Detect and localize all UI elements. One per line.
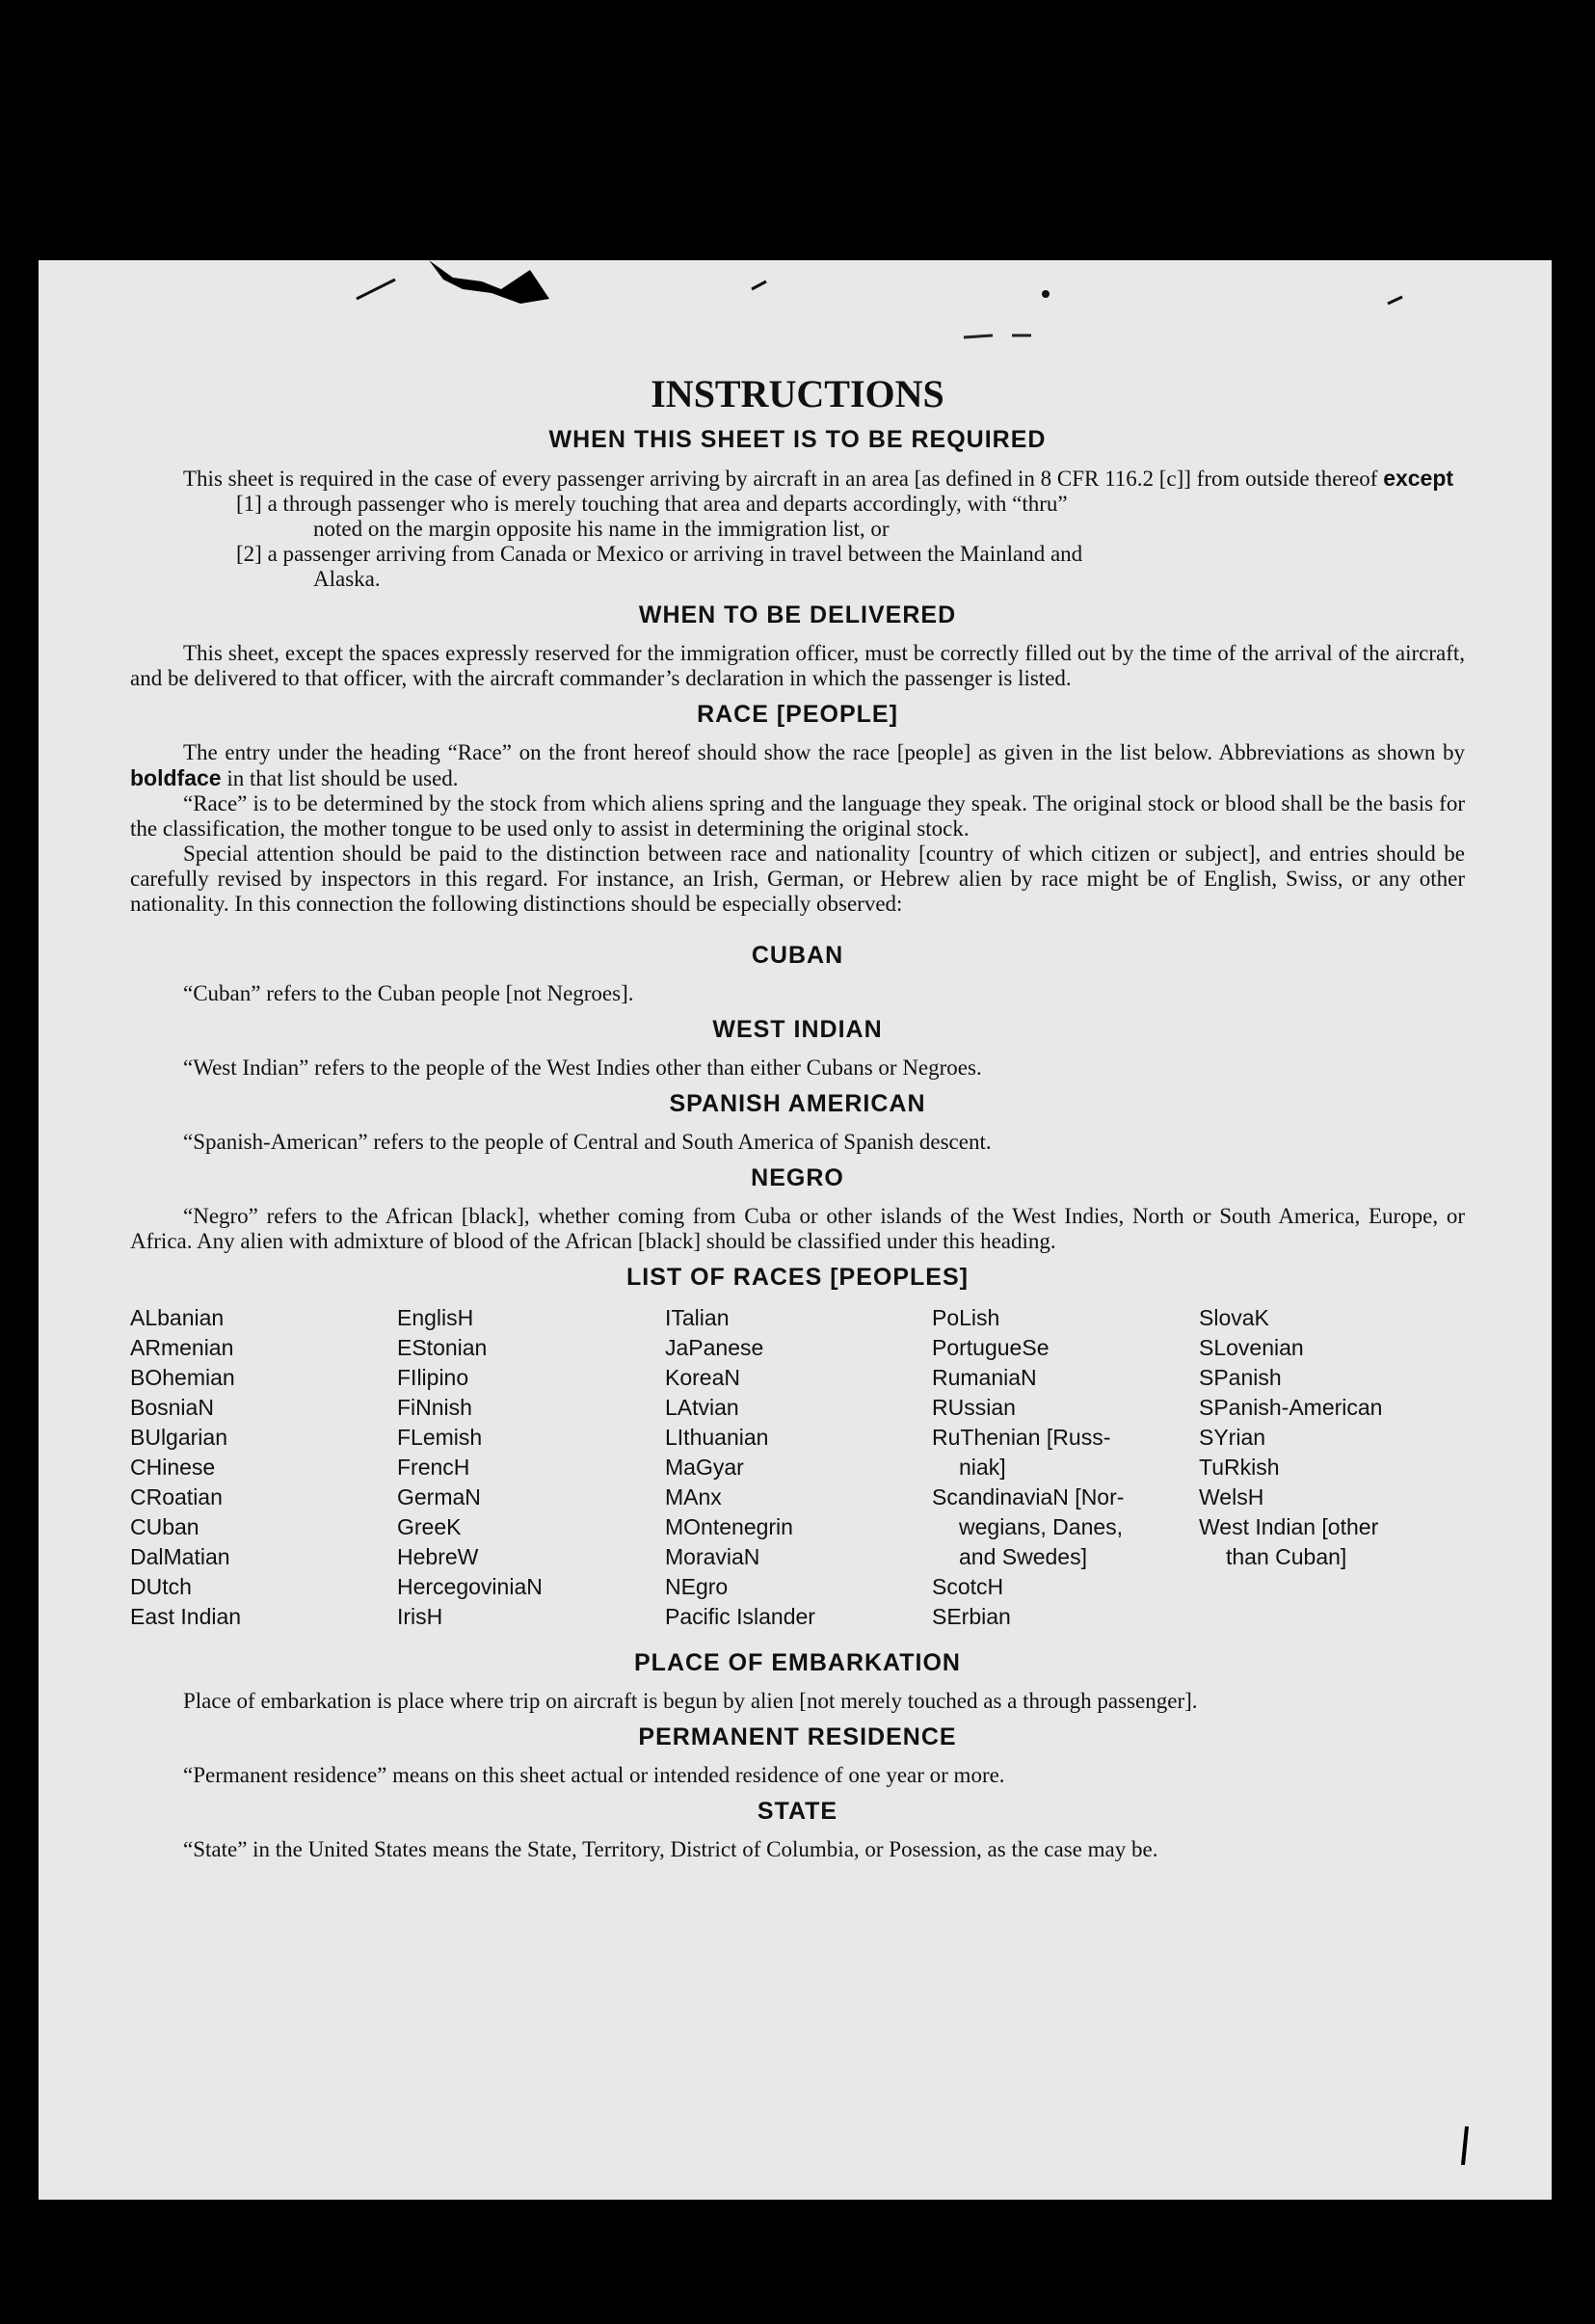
embarkation-text: Place of embarkation is place where trip on aircraft is begun by alien [not merely touched as a through passenger].	[183, 1689, 1198, 1713]
races-column-2	[397, 1303, 665, 1632]
race-item: TuRkish	[1199, 1455, 1280, 1480]
races-list	[130, 1303, 1465, 1632]
heading-west-indian: WEST INDIAN	[712, 1016, 883, 1043]
race-item: SYrian	[1199, 1425, 1266, 1450]
race-item: SErbian	[932, 1604, 1011, 1629]
race-item: EStonian	[397, 1335, 488, 1360]
race-item: ALbanian	[130, 1305, 225, 1330]
negro-text: “Negro” refers to the African [black], whether coming from Cuba or other islands of the West Indies, North or South America, Europe, or Africa. Any alien with admixture of blood of the African [black] should be classified under this heading.	[130, 1204, 1465, 1253]
race-item: KoreaN	[665, 1365, 740, 1390]
race-paragraph-3: Special attention should be paid to the distinction between race and nationality [country of which citizen or subject], and entries should be carefully revised by inspectors in this regard. For instance, an Irish, German, or Hebrew alien by race might be of English, Swiss, or any other nationality. In this connection the following distinctions should be especially observed:	[130, 841, 1465, 916]
heading-permanent-residence: PERMANENT RESIDENCE	[638, 1723, 957, 1750]
race-item: BUlgarian	[130, 1425, 227, 1450]
heading-state: STATE	[757, 1798, 838, 1825]
cuban-text: “Cuban” refers to the Cuban people [not Negroes].	[183, 981, 634, 1005]
race-item: RuThenian [Russ-	[932, 1425, 1111, 1450]
state-text: “State” in the United States means the State, Territory, District of Columbia, or Posession, as the case may be.	[183, 1837, 1158, 1861]
race-item: RUssian	[932, 1395, 1016, 1420]
race-item: BosniaN	[130, 1395, 214, 1420]
race-item: West Indian [other	[1199, 1514, 1379, 1539]
instructions-content	[130, 371, 1465, 1862]
race-item: HebreW	[397, 1544, 479, 1569]
race-item: niak]	[959, 1455, 1006, 1480]
race-item: DUtch	[130, 1574, 192, 1599]
heading-required: WHEN THIS SHEET IS TO BE REQUIRED	[548, 426, 1047, 453]
race-item: GermaN	[397, 1484, 481, 1509]
race-item: CRoatian	[130, 1484, 223, 1509]
race-item: MAnx	[665, 1484, 722, 1509]
race-item: CHinese	[130, 1455, 216, 1480]
races-column-4	[932, 1303, 1199, 1632]
race-item: ScotcH	[932, 1574, 1004, 1599]
permanent-residence-text: “Permanent residence” means on this sheet actual or intended residence of one year or more.	[183, 1763, 1005, 1787]
torn-edge-marks	[39, 260, 1552, 376]
required-intro: This sheet is required in the case of every passenger arriving by aircraft in an area [as defined in 8 CFR 116.2 [c]] from outside thereof except	[183, 466, 1454, 491]
race-item: SPanish	[1199, 1365, 1282, 1390]
race-item: LAtvian	[665, 1395, 739, 1420]
west-indian-text: “West Indian” refers to the people of the West Indies other than either Cubans or Negroes.	[183, 1055, 982, 1080]
race-paragraph-2: “Race” is to be determined by the stock from which aliens spring and the language they speak. The original stock or blood shall be the basis for the classification, the mother tongue to be used only to assist in determining the original stock.	[130, 791, 1465, 841]
heading-cuban: CUBAN	[751, 942, 844, 969]
race-item: wegians, Danes,	[959, 1514, 1124, 1539]
race-item: SLovenian	[1199, 1335, 1304, 1360]
race-item: and Swedes]	[959, 1544, 1087, 1569]
race-item: than Cuban]	[1226, 1544, 1347, 1569]
race-item: MOntenegrin	[665, 1514, 793, 1539]
heading-delivered: WHEN TO BE DELIVERED	[638, 601, 957, 628]
race-item: GreeK	[397, 1514, 462, 1539]
race-item: FLemish	[397, 1425, 483, 1450]
race-item: ARmenian	[130, 1335, 234, 1360]
race-item: EnglisH	[397, 1305, 474, 1330]
races-column-3	[665, 1303, 932, 1632]
race-item: ScandinaviaN [Nor-	[932, 1484, 1125, 1509]
race-item: SPanish-American	[1199, 1395, 1383, 1420]
races-column-5	[1199, 1303, 1465, 1632]
delivered-text: This sheet, except the spaces expressly reserved for the immigration officer, must be correctly filled out by the time of the arrival of the aircraft, and be delivered to that officer, with the aircraft commander’s declaration in which the passenger is listed.	[130, 641, 1465, 690]
race-item: PoLish	[932, 1305, 1000, 1330]
heading-negro: NEGRO	[751, 1164, 844, 1191]
race-item: LIthuanian	[665, 1425, 769, 1450]
race-item: ITalian	[665, 1305, 730, 1330]
required-item-1-cont: noted on the margin opposite his name in the immigration list, or	[313, 517, 890, 541]
heading-race: RACE [PEOPLE]	[697, 701, 898, 728]
race-item: PortugueSe	[932, 1335, 1050, 1360]
race-paragraph-1: The entry under the heading “Race” on the front hereof should show the race [people] as given in the list below. Abbreviations as shown by boldface in that list should be used.	[130, 740, 1465, 790]
races-column-1	[130, 1303, 397, 1632]
race-item: FiNnish	[397, 1395, 472, 1420]
spanish-american-text: “Spanish-American” refers to the people of Central and South America of Spanish descent.	[183, 1130, 992, 1154]
race-item: RumaniaN	[932, 1365, 1037, 1390]
heading-list-of-races: LIST OF RACES [PEOPLES]	[626, 1264, 969, 1291]
required-item-2-cont: Alaska.	[313, 567, 381, 591]
race-item: IrisH	[397, 1604, 443, 1629]
race-item: NEgro	[665, 1574, 729, 1599]
race-item: CUban	[130, 1514, 199, 1539]
heading-spanish-american: SPANISH AMERICAN	[669, 1090, 926, 1117]
race-item: MaGyar	[665, 1455, 744, 1480]
race-item: Pacific Islander	[665, 1604, 815, 1629]
required-item-1: [1] a through passenger who is merely touching that area and departs accordingly, with “thru”	[236, 492, 1068, 516]
race-item: BOhemian	[130, 1365, 235, 1390]
race-item: FrencH	[397, 1455, 470, 1480]
page-title: INSTRUCTIONS	[651, 372, 944, 415]
race-item: FIlipino	[397, 1365, 469, 1390]
race-item: East Indian	[130, 1604, 242, 1629]
required-item-2: [2] a passenger arriving from Canada or Mexico or arriving in travel between the Mainland and	[236, 542, 1083, 566]
heading-embarkation: PLACE OF EMBARKATION	[634, 1649, 961, 1676]
race-item: WelsH	[1199, 1484, 1264, 1509]
race-item: DalMatian	[130, 1544, 230, 1569]
race-item: JaPanese	[665, 1335, 764, 1360]
race-item: HercegoviniaN	[397, 1574, 543, 1599]
corner-mark	[1455, 2126, 1475, 2165]
race-item: SlovaK	[1199, 1305, 1269, 1330]
race-item: MoraviaN	[665, 1544, 760, 1569]
